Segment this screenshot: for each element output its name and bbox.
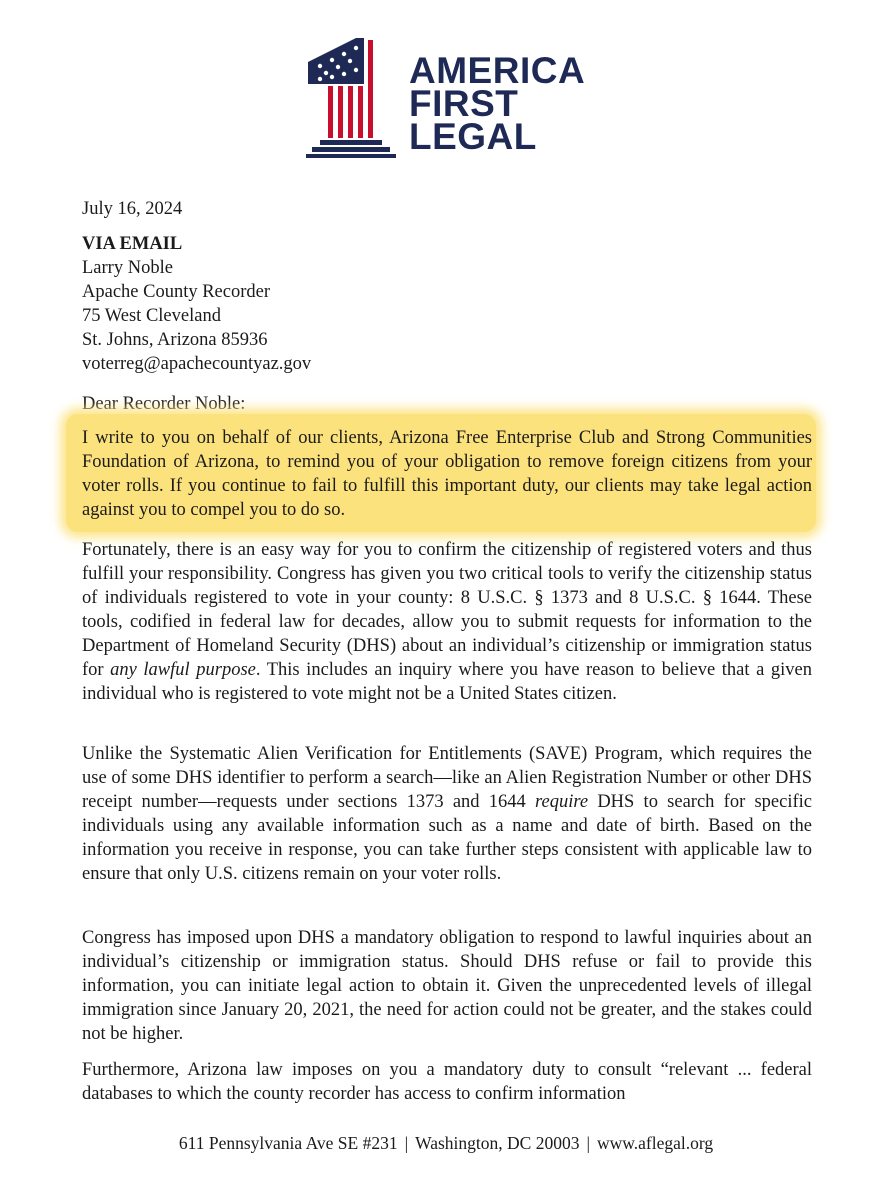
footer-city: Washington, DC 20003	[415, 1133, 580, 1153]
footer-separator-2: |	[586, 1133, 590, 1153]
recipient-name: Larry Noble	[82, 258, 173, 278]
paragraph-1: I write to you on behalf of our clients, Arizona Free Enterprise Club and Strong Communities Foundation of Arizona, to remind you of your obligation to remove foreign citizens from your voter rolls. If you continue to fail to fulfill this important duty, our clients may take legal action against you to compel you to do so.	[82, 428, 812, 520]
footer-website-link[interactable]: www.aflegal.org	[596, 1133, 714, 1153]
paragraph-3-text-b: DHS to search for specific individuals using any available information such as a name and date of birth. Based on the information you receive in response, you can take further steps consistent with applicable law to ensure that only U.S. citizens remain on your voter rolls.	[82, 792, 812, 884]
footer-separator-1: |	[404, 1133, 409, 1153]
aflegal-logo	[306, 36, 596, 162]
recipient-street: 75 West Cleveland	[82, 306, 221, 326]
paragraph-4: Congress has imposed upon DHS a mandatory obligation to respond to lawful inquiries about an individual’s citizenship or immigration status. Should DHS refuse or fail to provide this information, you can initiate legal action to obtain it. Given the unprecedented levels of illegal immigration since January 20, 2021, the need for action could not be greater, and the stakes could not be higher.	[82, 928, 812, 1044]
paragraph-5: Furthermore, Arizona law imposes on you a mandatory duty to consult “relevant ... federal databases to which the county recorder has access to confirm information	[82, 1060, 812, 1104]
salutation: Dear Recorder Noble:	[82, 394, 246, 414]
paragraph-2-text-a: Fortunately, there is an easy way for you to confirm the citizenship of registered voters and thus fulfill your responsibility. Congress has given you two critical tools to verify the citizenship status of individuals registered to vote in your county: 8 U.S.C. § 1373 and 8 U.S.C. § 1644. These tools, codified in federal law for decades, allow you to submit requests for information to the Department of Homeland Security (DHS) about an individual’s citizenship or immigration status for	[82, 540, 812, 680]
logo-line-2: FIRST	[409, 83, 519, 124]
recipient-city: St. Johns, Arizona 85936	[82, 330, 268, 350]
pillar-flag-icon	[306, 36, 396, 158]
footer-address: 611 Pennsylvania Ave SE #231	[178, 1133, 398, 1153]
recipient-address	[82, 232, 812, 376]
letter-date: July 16, 2024	[82, 199, 183, 219]
paragraph-2-text-b: . This includes an inquiry where you have reason to believe that a given individual who is registered to vote might not be a United States citizen.	[82, 660, 812, 704]
logo-line-1: AMERICA	[409, 50, 586, 91]
paragraph-2-emphasis: any lawful purpose	[110, 660, 256, 680]
paragraph-3-emphasis: require	[535, 792, 589, 812]
logo-line-3: LEGAL	[409, 116, 537, 157]
delivery-method: VIA EMAIL	[82, 234, 183, 254]
paragraph-3	[82, 742, 812, 886]
paragraph-2	[82, 538, 812, 706]
letter-footer	[0, 1133, 892, 1154]
logo-wordmark	[409, 50, 586, 157]
recipient-title: Apache County Recorder	[82, 282, 271, 302]
recipient-email: voterreg@apachecountyaz.gov	[82, 354, 312, 374]
paragraph-3-text-a: Unlike the Systematic Alien Verification for Entitlements (SAVE) Program, which requires the use of some DHS identifier to perform a search—like an Alien Registration Number or other DHS receipt number—requests under sections 1373 and 1644	[82, 744, 812, 812]
